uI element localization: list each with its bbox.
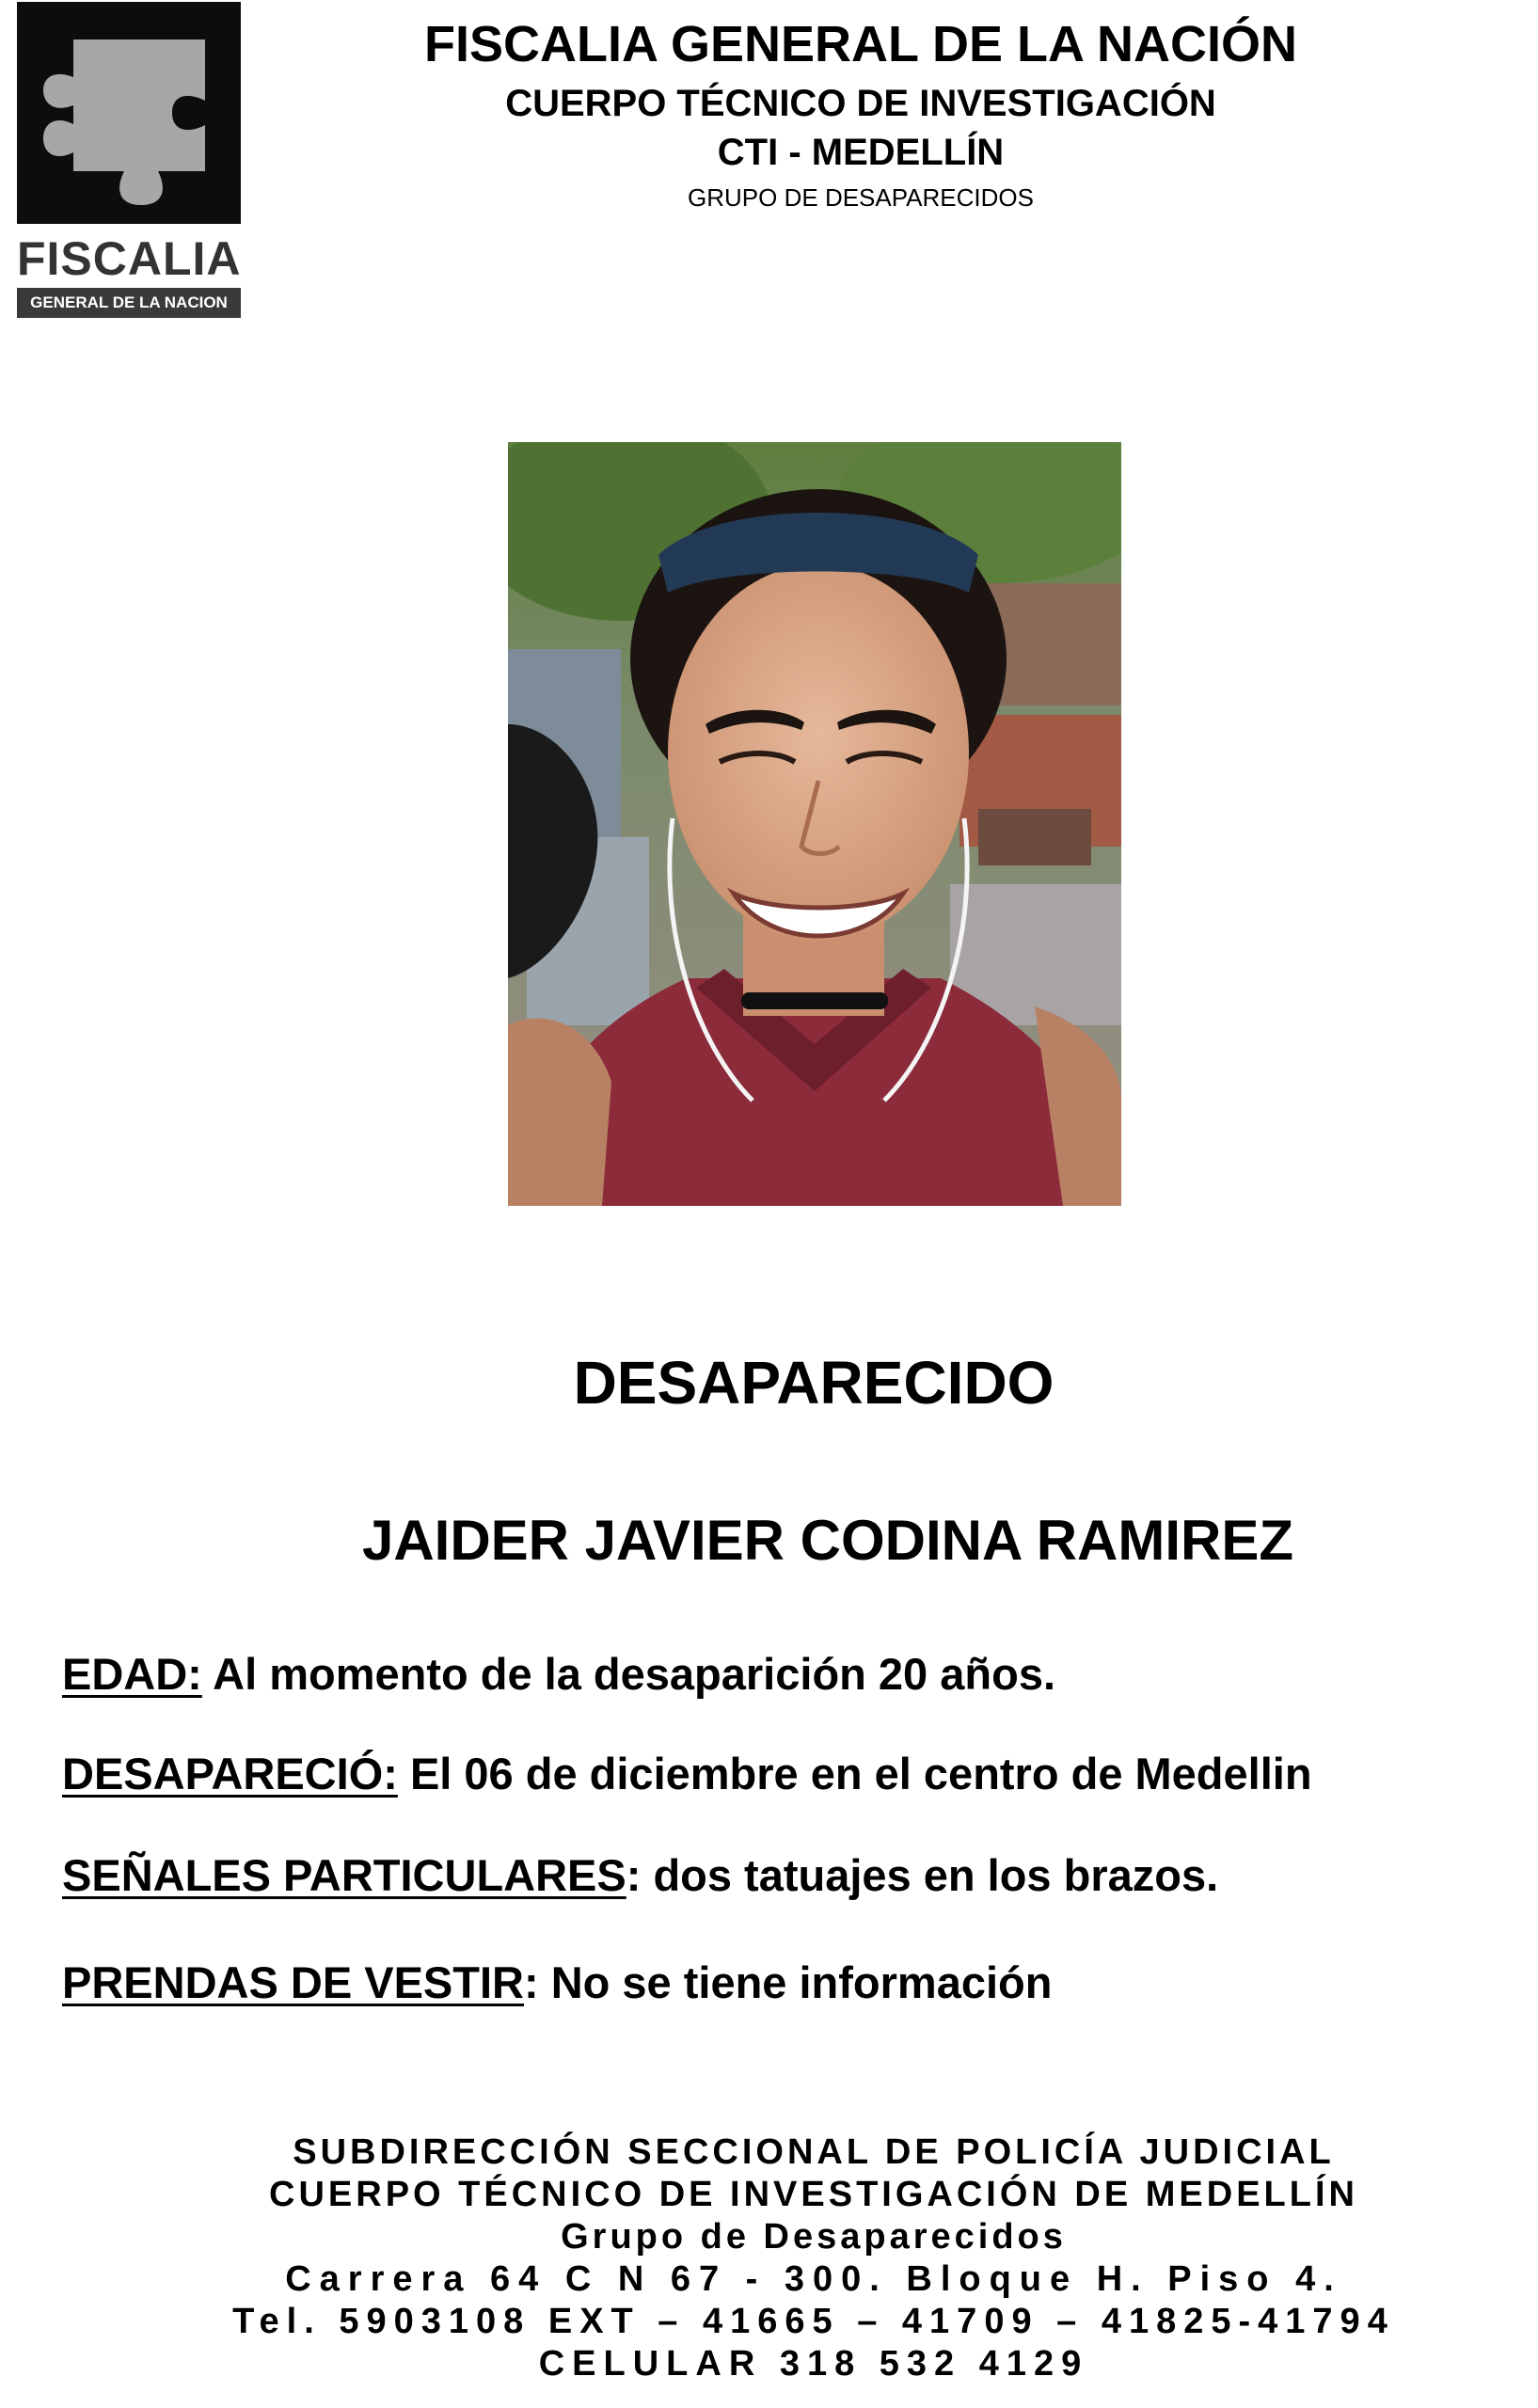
footer-line-group: Grupo de Desaparecidos xyxy=(561,2217,1067,2257)
puzzle-piece-icon xyxy=(17,2,241,224)
detail-distinguishing-marks xyxy=(62,1847,1511,1904)
footer-contact xyxy=(0,2131,1538,2385)
detail-value: El 06 de diciembre en el centro de Medellin xyxy=(397,1749,1312,1798)
detail-value: : dos tatuajes en los brazos. xyxy=(626,1850,1219,1900)
detail-label: EDAD: xyxy=(62,1649,202,1699)
poster-status: DESAPARECIDO xyxy=(573,1349,1054,1417)
detail-value: Al momento de la desaparición 20 años. xyxy=(201,1649,1056,1699)
header-title: FISCALIA GENERAL DE LA NACIÓN xyxy=(423,16,1298,72)
footer-line-mobile: CELULAR 318 532 4129 xyxy=(538,2344,1089,2384)
person-name: JAIDER JAVIER CODINA RAMIREZ xyxy=(361,1509,1294,1572)
detail-clothing xyxy=(62,1955,1511,2011)
logo-subtitle: GENERAL DE LA NACION xyxy=(17,288,241,318)
footer-line-cti: CUERPO TÉCNICO DE INVESTIGACIÓN DE MEDELLÍN xyxy=(269,2175,1358,2214)
header-city: CTI - MEDELLÍN xyxy=(717,132,1005,173)
detail-value: : No se tiene información xyxy=(523,1957,1053,2007)
footer-line-subdireccion: SUBDIRECCIÓN SECCIONAL DE POLICÍA JUDICIAL xyxy=(293,2132,1335,2172)
detail-label: SEÑALES PARTICULARES xyxy=(62,1850,626,1900)
missing-person-photo xyxy=(508,442,1121,1206)
detail-disappeared xyxy=(62,1746,1511,1802)
detail-label: DESAPARECIÓ: xyxy=(62,1749,398,1798)
detail-age xyxy=(62,1646,1511,1703)
footer-line-address: Carrera 64 C N 67 - 300. Bloque H. Piso 4. xyxy=(285,2259,1342,2299)
header xyxy=(282,9,1439,218)
header-subtitle: CUERPO TÉCNICO DE INVESTIGACIÓN xyxy=(505,83,1216,124)
footer-line-phone: Tel. 5903108 EXT – 41665 – 41709 – 41825-41794 xyxy=(232,2302,1395,2341)
header-group: GRUPO DE DESAPARECIDOS xyxy=(688,183,1034,212)
detail-label: PRENDAS DE VESTIR xyxy=(62,1957,524,2007)
logo-wordmark: FISCALIA xyxy=(17,232,242,285)
fiscalia-logo xyxy=(17,2,241,318)
